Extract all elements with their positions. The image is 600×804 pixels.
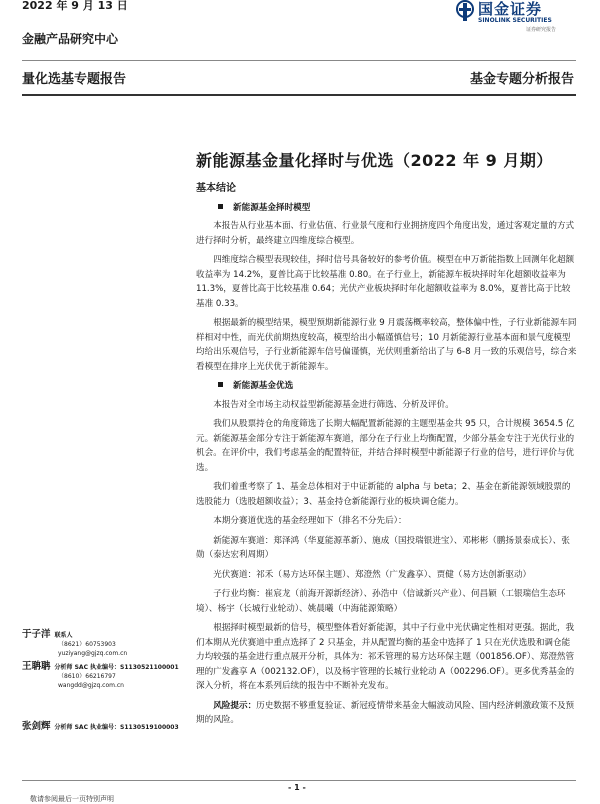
- paragraph: 新能源车赛道：郑泽鸿（华夏能源革新）、施成（国投瑞银进宝）、邓彬彬（鹏扬景泰成长）、张勋（泰达宏利周期）: [196, 535, 570, 560]
- report-type: 基金专题分析报告: [469, 72, 574, 87]
- logo-text-cn: 国金证券: [478, 0, 543, 18]
- paragraph: 我们着重考察了 1、基金总体相对于中证新能的 alpha 与 beta；2、基金在新能源领域股票的选股能力（选股超额收益）；3、基金持仓新能源行业的板块调仓能力。: [196, 482, 571, 507]
- research-center: 金融产品研究中心: [22, 32, 119, 46]
- analyst-role: 联系人: [54, 632, 73, 639]
- paragraph: 根据最新的模型结果，模型预期新能源行业 9 月震荡概率较高，整体偏中性，子行业新能源车同样相对中性，而光伏前期热度较高，模型给出小幅谨慎信号；10 月新能源行业基本面和景气度模型均给出乐观信号，子行业新能源车信号偏谨慎，光伏则重新给出了与 6-8 月一致的乐观信号，综合来看模型在排序上光伏优于新能源车。: [196, 318, 577, 372]
- analyst-role: 分析师 SAC 执业编号：S1130521100001: [54, 664, 179, 671]
- analyst-name: 王聃聃: [22, 661, 51, 672]
- subsection-label: 新能源基金择时模型: [233, 202, 311, 213]
- analyst-card: [22, 630, 192, 658]
- report-date: 2022 年 9 月 13 日: [22, 0, 128, 12]
- company-logo: [456, 0, 576, 36]
- paragraph: 本报告从行业基本面、行业估值、行业景气度和行业拥挤度四个角度出发，通过客观定量的方式进行择时分析，最终建立四维度综合模型。: [196, 221, 575, 246]
- sinolink-logo-icon: [456, 0, 474, 22]
- bullet-square-icon: [218, 204, 223, 209]
- risk-warning: [196, 699, 578, 728]
- footer-divider: [22, 780, 576, 781]
- subsection-heading-timing: [196, 201, 578, 216]
- bullet-square-icon: [218, 382, 223, 387]
- paragraph: 本期分赛道优选的基金经理如下（排名不分先后）：: [213, 516, 407, 526]
- section-heading-basic: 基本结论: [196, 183, 236, 194]
- analyst-card: [22, 662, 192, 690]
- page-number: - 1 -: [288, 783, 306, 792]
- header-divider: [22, 60, 576, 61]
- logo-subtitle: 证券研究报告: [526, 27, 557, 33]
- analyst-name: 于子洋: [22, 629, 51, 640]
- main-content: [196, 182, 578, 728]
- analyst-role: 分析师 SAC 执业编号：S1130519100003: [54, 724, 179, 731]
- paragraph: 本报告对全市场主动权益型新能源基金进行筛选、分析及评价。: [213, 399, 454, 410]
- risk-text: 历史数据不够重复验证、新冠疫情带来基金大幅波动风险、国内经济刺激政策不及预期的风险。: [196, 700, 575, 725]
- logo-text-en: SINOLINK SECURITIES: [478, 17, 552, 24]
- analyst-phone: （8621）60753903: [58, 641, 116, 648]
- header-divider-thick: [22, 94, 576, 96]
- analyst-card: [22, 722, 192, 732]
- disclaimer-note: 敬请参阅最后一页特别声明: [30, 795, 114, 803]
- paragraph: 根据择时模型最新的信号，模型整体看好新能源，其中子行业中光伏确定性相对更强。据此，我们本期从光伏赛道中重点选择了 2 只基金，并从配置均衡的基金中选择了 1 只在光伏选股和调仓能力均较强的基金进行重点展开分析，具体为：祁禾管理的易方达环保主题（001856.OF）、郑澄然管理的广发鑫享 A（002132.OF），以及杨宇管理的长城行业轮动 A（002296.OF）。更多优秀基金的深入分析，将在本系列后续的报告中不断补充发布。: [196, 623, 575, 691]
- analyst-email[interactable]: yuziyang@gjzq.com.cn: [58, 650, 128, 657]
- report-title: 新能源基金量化择时与优选（2022 年 9 月期）: [196, 151, 553, 170]
- paragraph: 子行业均衡：崔宸龙（前海开源新经济）、孙浩中（信诚新兴产业）、何昌颖（工银瑞信生态环境）、杨宇（长城行业轮动）、姚晨曦（中海能源策略）: [196, 589, 566, 614]
- analyst-name: 张剑辉: [22, 721, 51, 732]
- subsection-heading-selection: [196, 379, 578, 394]
- paragraph: 四维度综合模型表现较佳，择时信号具备较好的参考价值。模型在申万新能指数上回测年化超额收益率为 14.2%，夏普比高于比较基准 0.80。在子行业上，新能源车板块择时年化超额收益率为 11.3%，夏普比高于比较基准 0.64；光伏产业板块择时年化超额收益率为 8.0%，夏普比高于比较基准 0.33。: [196, 255, 575, 309]
- analyst-phone: （8610）66216797: [58, 673, 116, 680]
- risk-label: 风险提示：: [213, 700, 257, 711]
- paragraph: 光伏赛道：祁禾（易方达环保主题）、郑澄然（广发鑫享）、贾健（易方达创新驱动）: [213, 569, 532, 580]
- report-series: 量化选基专题报告: [22, 72, 127, 87]
- analyst-email[interactable]: wangdd@gjzq.com.cn: [58, 682, 124, 689]
- subsection-label: 新能源基金优选: [233, 381, 294, 391]
- paragraph: 我们从股票持仓的角度筛选了长期大幅配置新能源的主题型基金共 95 只，合计规模 3654.5 亿元。新能源基金部分专注于新能源车赛道，部分在子行业上均衡配置，少部分基金专注于光伏行业的机会。在评价中，我们考虑基金的配置特征，并结合择时模型中新能源子行业的信号，进行评价与优选。: [196, 419, 575, 473]
